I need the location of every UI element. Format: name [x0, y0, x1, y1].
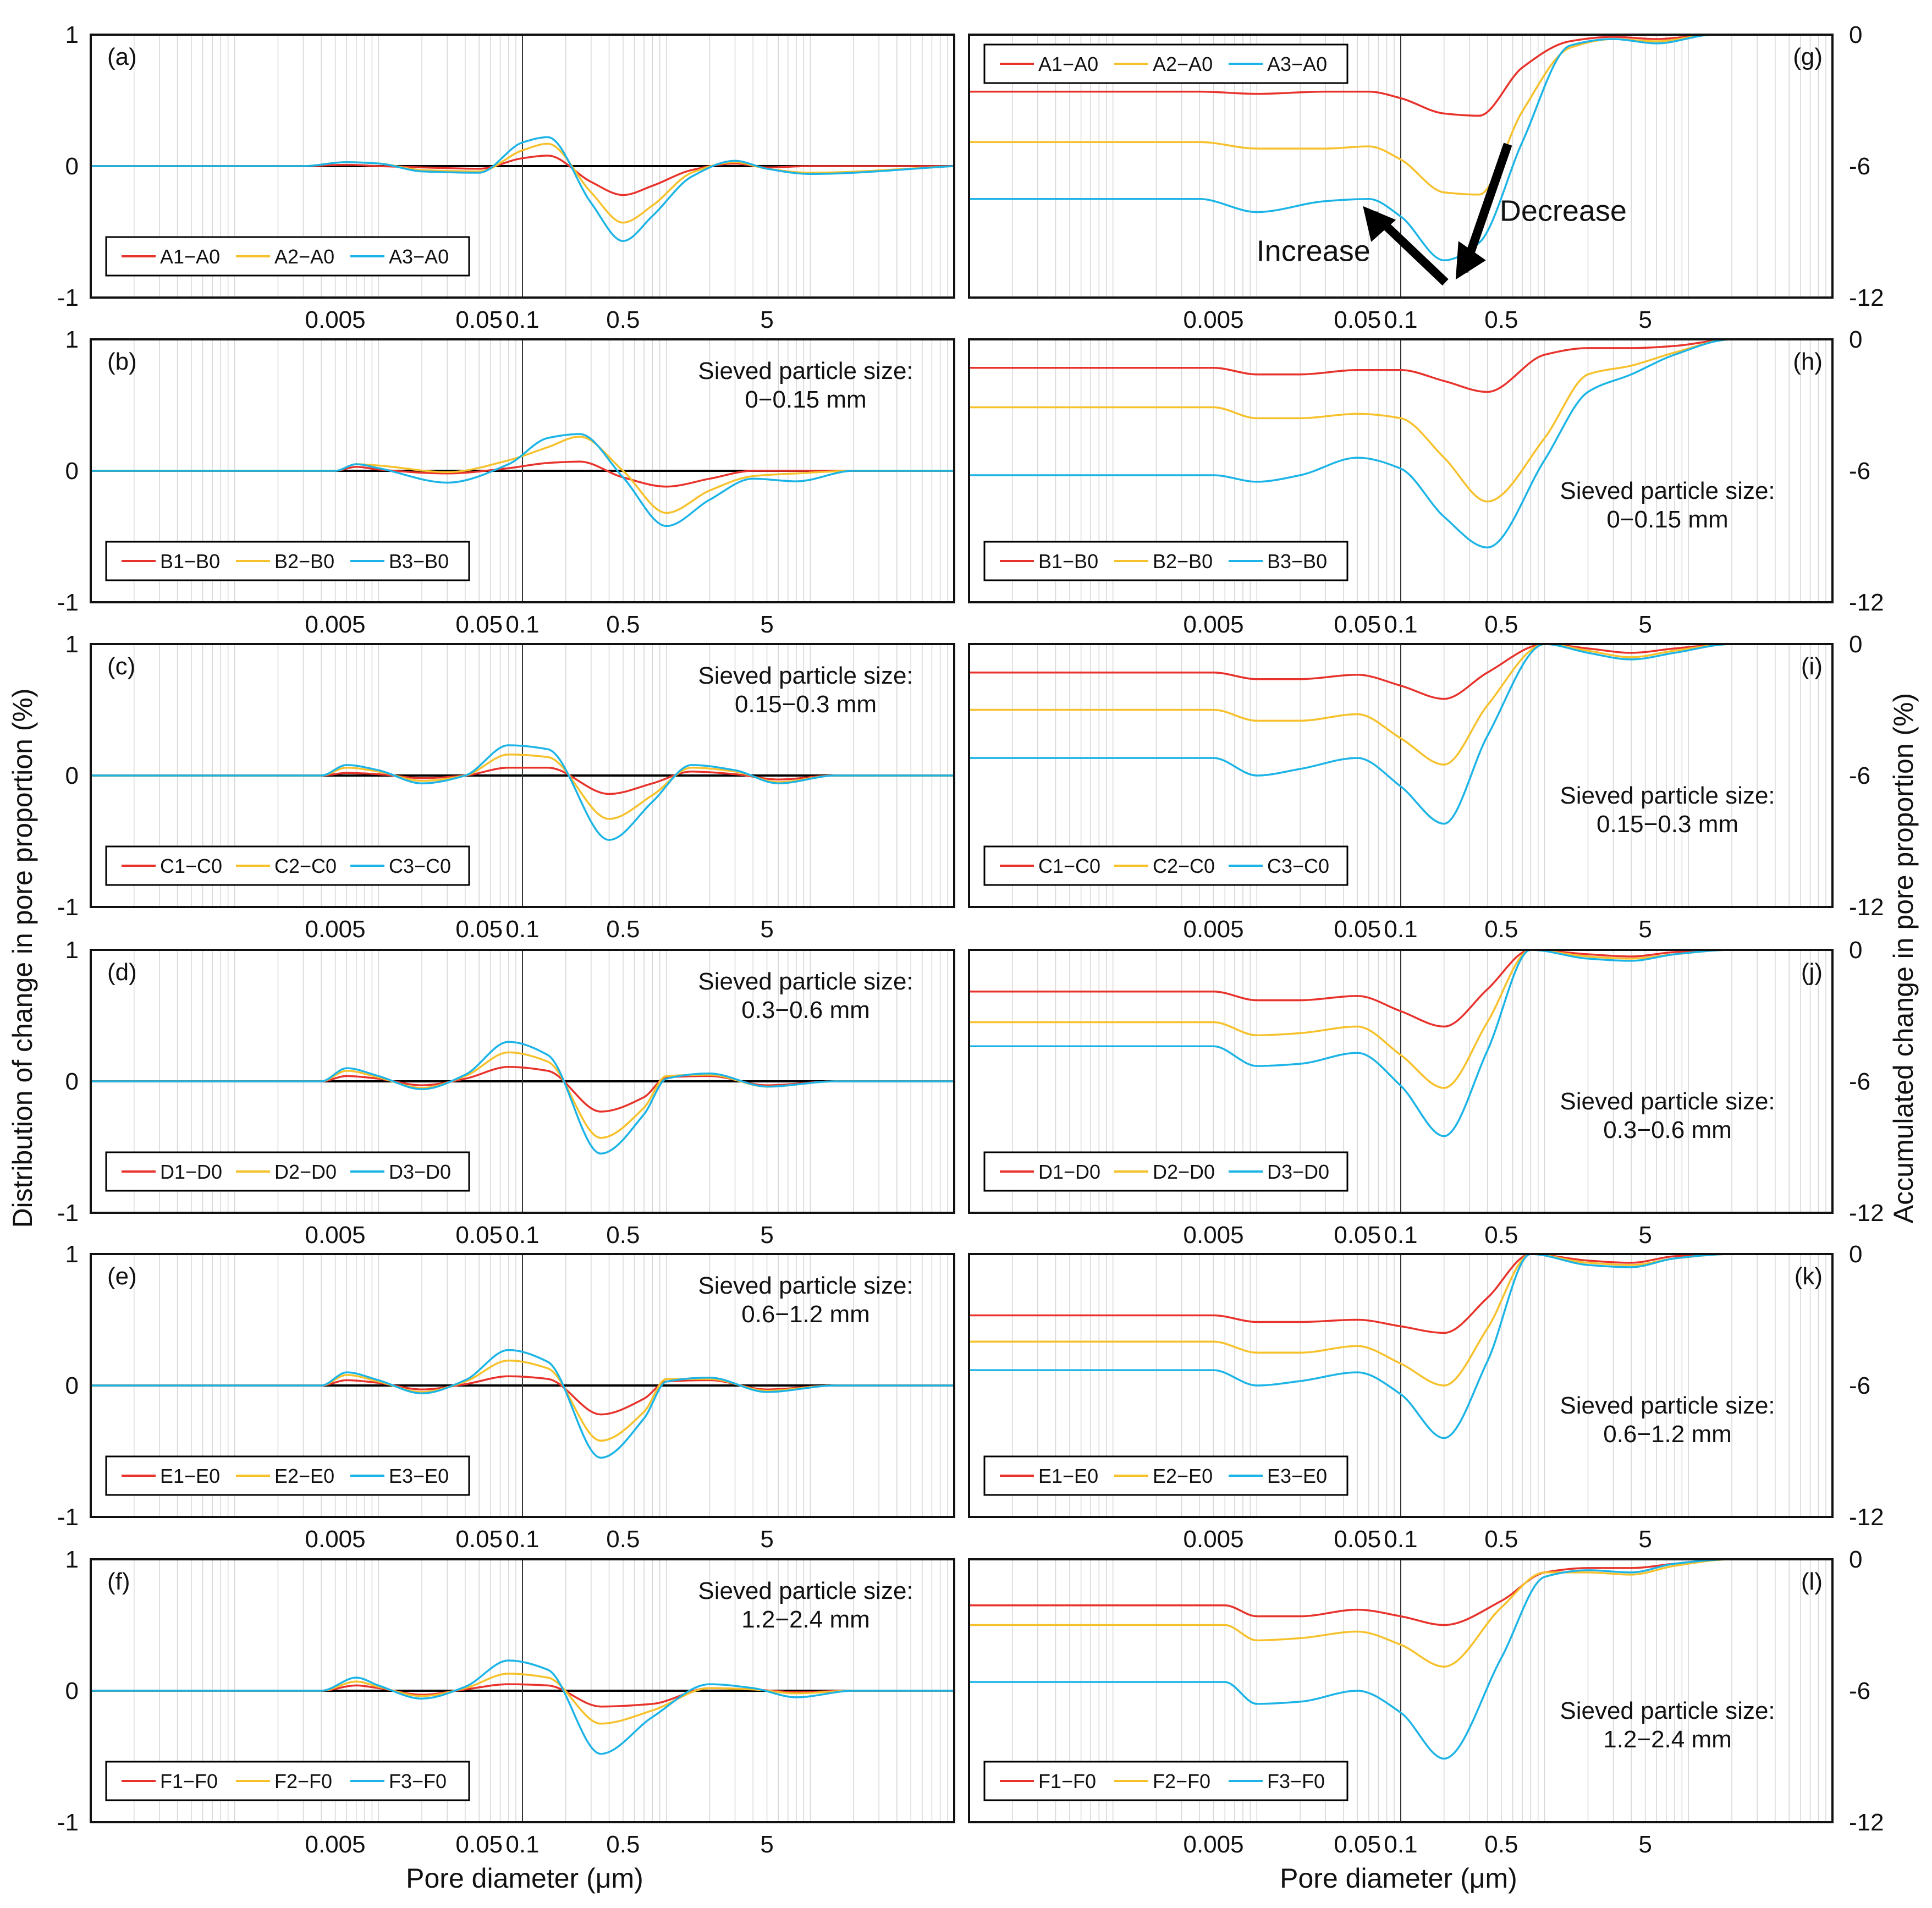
y-tick-label: 0 — [1849, 326, 1863, 353]
y-tick-label: -1 — [57, 1504, 79, 1531]
panel-label: (e) — [107, 1263, 137, 1290]
y-tick-label: 1 — [65, 1546, 79, 1573]
x-tick-label: 0.5 — [606, 916, 640, 943]
annotation-text: 0.6−1.2 mm — [1603, 1421, 1732, 1448]
annotation-text: 0.3−0.6 mm — [741, 997, 870, 1024]
annotation-text: 0−0.15 mm — [1606, 506, 1729, 533]
legend-label: D2−D0 — [274, 1161, 337, 1183]
panel-label: (f) — [107, 1568, 130, 1595]
legend-label: F3−F0 — [389, 1770, 447, 1792]
legend-label: C2−C0 — [1153, 855, 1215, 877]
legend — [106, 1152, 469, 1191]
y-tick-label: -12 — [1849, 589, 1884, 616]
annotation-text: Sieved particle size: — [698, 358, 913, 384]
panel-label: (j) — [1801, 959, 1823, 986]
x-tick-label: 0.05 — [1334, 611, 1381, 638]
legend-label: A3−A0 — [389, 245, 449, 268]
x-tick-label: 0.05 — [455, 1831, 503, 1858]
y-tick-label: 0 — [65, 1068, 79, 1095]
legend — [984, 45, 1347, 83]
x-tick-label: 0.5 — [1484, 611, 1518, 638]
x-tick-label: 0.5 — [606, 611, 640, 638]
annotation-text: 0.15−0.3 mm — [734, 691, 877, 718]
x-tick-label: 5 — [1638, 306, 1652, 333]
y-tick-label: -6 — [1849, 458, 1871, 485]
legend-label: B1−B0 — [1038, 550, 1099, 573]
y-tick-label: -6 — [1849, 1678, 1871, 1704]
y-tick-label: 0 — [1849, 1241, 1863, 1268]
x-tick-label: 0.05 — [455, 1222, 503, 1249]
x-tick-label: 5 — [1638, 1222, 1652, 1249]
chart-panels — [57, 21, 1884, 1858]
y-tick-label: -6 — [1849, 1068, 1871, 1095]
annotation-text: Sieved particle size: — [1560, 1697, 1775, 1724]
x-tick-label: 0.005 — [1183, 1526, 1244, 1553]
panel-e — [57, 1241, 954, 1553]
x-tick-label: 0.05 — [1334, 1831, 1381, 1858]
legend — [984, 1152, 1347, 1191]
x-tick-label: 0.005 — [305, 916, 366, 943]
x-tick-label: 5 — [1638, 1831, 1652, 1858]
x-tick-label: 0.005 — [305, 1526, 366, 1553]
legend-label: B2−B0 — [1153, 550, 1213, 573]
legend-label: D1−D0 — [1038, 1161, 1101, 1183]
y-tick-label: 1 — [65, 937, 79, 964]
x-tick-label: 0.005 — [305, 611, 366, 638]
x-tick-label: 5 — [760, 1222, 774, 1249]
y-tick-label: 0 — [1849, 631, 1863, 658]
y-tick-label: -12 — [1849, 894, 1884, 921]
x-tick-label: 0.005 — [1183, 611, 1244, 638]
annotation-text: Sieved particle size: — [698, 1272, 913, 1299]
legend-label: A3−A0 — [1267, 53, 1328, 75]
panel-label: (a) — [107, 43, 137, 70]
y-tick-label: -6 — [1849, 1372, 1871, 1399]
y-tick-label: 1 — [65, 326, 79, 353]
x-tick-label: 0.1 — [505, 306, 540, 333]
panel-f — [57, 1546, 954, 1858]
panel-c — [57, 631, 954, 943]
y-tick-label: 0 — [65, 153, 79, 180]
x-tick-label: 0.05 — [455, 916, 503, 943]
x-tick-label: 0.1 — [505, 1831, 540, 1858]
increase-label: Increase — [1256, 234, 1370, 268]
legend-label: F1−F0 — [1038, 1770, 1097, 1792]
panel-j — [969, 937, 1884, 1249]
y-tick-label: -1 — [57, 1200, 79, 1227]
panel-d — [57, 937, 954, 1249]
legend — [106, 1762, 469, 1800]
legend-label: C3−C0 — [1267, 855, 1330, 877]
y-tick-label: -1 — [57, 589, 79, 616]
legend-label: D3−D0 — [389, 1161, 452, 1183]
panel-i — [969, 631, 1884, 943]
legend-label: E2−E0 — [1153, 1465, 1213, 1487]
legend-label: B3−B0 — [389, 550, 449, 573]
annotation-text: Sieved particle size: — [1560, 782, 1775, 809]
annotation-text: Sieved particle size: — [698, 968, 913, 995]
x-tick-label: 0.1 — [1384, 916, 1418, 943]
x-tick-label: 5 — [1638, 1526, 1652, 1553]
legend-label: C2−C0 — [274, 855, 337, 877]
legend-label: A1−A0 — [160, 245, 221, 268]
x-tick-label: 5 — [1638, 611, 1652, 638]
x-tick-label: 0.05 — [455, 306, 503, 333]
x-tick-label: 5 — [1638, 916, 1652, 943]
legend-label: E2−E0 — [274, 1465, 335, 1487]
x-tick-label: 0.1 — [505, 1222, 540, 1249]
legend-label: D1−D0 — [160, 1161, 223, 1183]
arrow-annotations — [1257, 144, 1627, 282]
y-tick-label: 1 — [65, 1241, 79, 1268]
x-tick-label: 0.5 — [1484, 1831, 1518, 1858]
x-tick-label: 0.005 — [1183, 1831, 1244, 1858]
annotation-text: 1.2−2.4 mm — [741, 1606, 870, 1633]
x-tick-label: 5 — [760, 611, 774, 638]
y-tick-label: -1 — [57, 284, 79, 311]
x-tick-label: 0.005 — [305, 1222, 366, 1249]
legend — [106, 237, 469, 276]
legend-label: A2−A0 — [1153, 53, 1213, 75]
legend-label: C1−C0 — [160, 855, 223, 877]
legend — [984, 846, 1347, 885]
legend-label: E3−E0 — [389, 1465, 449, 1487]
y-tick-label: -12 — [1849, 1200, 1884, 1227]
y-tick-label: 0 — [1849, 1546, 1863, 1573]
x-tick-label: 0.5 — [606, 306, 640, 333]
x-tick-label: 0.1 — [1384, 611, 1418, 638]
legend — [984, 542, 1347, 580]
legend-label: C1−C0 — [1038, 855, 1101, 877]
y-tick-label: 0 — [65, 1372, 79, 1399]
x-tick-label: 0.5 — [606, 1831, 640, 1858]
x-tick-label: 0.1 — [1384, 1526, 1418, 1553]
panel-label: (b) — [107, 348, 137, 375]
legend-label: A2−A0 — [274, 245, 335, 268]
panel-g — [969, 21, 1884, 333]
legend-label: B3−B0 — [1267, 550, 1328, 573]
x-tick-label: 0.5 — [1484, 306, 1518, 333]
x-tick-label: 0.1 — [505, 611, 540, 638]
legend — [106, 846, 469, 885]
x-tick-label: 0.1 — [1384, 306, 1418, 333]
annotation-text: 1.2−2.4 mm — [1603, 1726, 1732, 1753]
panel-h — [969, 326, 1884, 638]
x-tick-label: 5 — [760, 916, 774, 943]
y-axis-title-right: Accumulated change in pore proportion (%) — [1888, 692, 1919, 1224]
annotation-text: Sieved particle size: — [698, 1577, 913, 1604]
y-tick-label: 0 — [1849, 937, 1863, 964]
panel-a — [57, 21, 954, 333]
legend — [984, 1456, 1347, 1495]
x-tick-label: 0.05 — [455, 1526, 503, 1553]
annotation-text: Sieved particle size: — [698, 662, 913, 689]
legend-label: B1−B0 — [160, 550, 221, 573]
x-tick-label: 0.05 — [1334, 306, 1381, 333]
x-tick-label: 0.5 — [1484, 1222, 1518, 1249]
annotation-text: 0.6−1.2 mm — [741, 1301, 870, 1328]
annotation-text: 0−0.15 mm — [745, 386, 867, 413]
panel-label: (h) — [1793, 348, 1823, 375]
panel-label: (c) — [107, 653, 136, 680]
legend-label: F2−F0 — [274, 1770, 333, 1792]
legend — [984, 1762, 1347, 1800]
legend-label: C3−C0 — [389, 855, 452, 877]
x-tick-label: 0.05 — [1334, 1222, 1381, 1249]
x-tick-label: 0.5 — [606, 1222, 640, 1249]
x-tick-label: 0.5 — [606, 1526, 640, 1553]
y-tick-label: -6 — [1849, 153, 1871, 180]
annotation-text: 0.15−0.3 mm — [1596, 811, 1739, 838]
x-axis-title-left: Pore diameter (μm) — [406, 1863, 643, 1894]
y-axis-title-left: Distribution of change in pore proportion (%) — [7, 688, 38, 1228]
legend-label: F1−F0 — [160, 1770, 218, 1792]
y-tick-label: -12 — [1849, 284, 1884, 311]
x-tick-label: 0.1 — [1384, 1222, 1418, 1249]
x-tick-label: 5 — [760, 1526, 774, 1553]
annotation-text: Sieved particle size: — [1560, 1088, 1775, 1115]
x-tick-label: 0.1 — [1384, 1831, 1418, 1858]
panel-label: (l) — [1801, 1568, 1823, 1595]
y-tick-label: -1 — [57, 894, 79, 921]
legend-label: F2−F0 — [1153, 1770, 1211, 1792]
x-tick-label: 5 — [760, 306, 774, 333]
x-tick-label: 5 — [760, 1831, 774, 1858]
panel-l — [969, 1546, 1884, 1858]
x-tick-label: 0.1 — [505, 1526, 540, 1553]
x-tick-label: 0.05 — [1334, 1526, 1381, 1553]
y-tick-label: 0 — [65, 458, 79, 485]
legend-label: F3−F0 — [1267, 1770, 1325, 1792]
y-tick-label: 1 — [65, 21, 79, 48]
x-tick-label: 0.05 — [455, 611, 503, 638]
y-tick-label: -12 — [1849, 1504, 1884, 1531]
x-tick-label: 0.005 — [1183, 916, 1244, 943]
panel-label: (d) — [107, 959, 137, 986]
x-tick-label: 0.005 — [305, 1831, 366, 1858]
y-tick-label: -12 — [1849, 1809, 1884, 1836]
x-tick-label: 0.5 — [1484, 1526, 1518, 1553]
panel-label: (g) — [1793, 43, 1823, 70]
legend-label: E3−E0 — [1267, 1465, 1328, 1487]
y-tick-label: -1 — [57, 1809, 79, 1836]
panel-label: (i) — [1801, 653, 1823, 680]
x-tick-label: 0.5 — [1484, 916, 1518, 943]
panel-label: (k) — [1794, 1263, 1823, 1290]
x-tick-label: 0.1 — [505, 916, 540, 943]
legend-label: B2−B0 — [274, 550, 335, 573]
y-tick-label: 0 — [65, 762, 79, 789]
decrease-label: Decrease — [1499, 194, 1627, 228]
annotation-text: 0.3−0.6 mm — [1603, 1117, 1732, 1143]
x-axis-title-right: Pore diameter (μm) — [1280, 1863, 1517, 1894]
panel-k — [969, 1241, 1884, 1553]
panel-b — [57, 326, 954, 638]
legend-label: E1−E0 — [160, 1465, 221, 1487]
y-tick-label: 0 — [65, 1678, 79, 1704]
x-tick-label: 0.005 — [305, 306, 366, 333]
legend-label: E1−E0 — [1038, 1465, 1099, 1487]
legend — [106, 1456, 469, 1495]
y-tick-label: -6 — [1849, 762, 1871, 789]
legend — [106, 542, 469, 580]
y-tick-label: 0 — [1849, 21, 1863, 48]
legend-label: D2−D0 — [1153, 1161, 1215, 1183]
legend-label: A1−A0 — [1038, 53, 1099, 75]
x-tick-label: 0.05 — [1334, 916, 1381, 943]
annotation-text: Sieved particle size: — [1560, 477, 1775, 504]
y-tick-label: 1 — [65, 631, 79, 658]
annotation-text: Sieved particle size: — [1560, 1392, 1775, 1419]
x-tick-label: 0.005 — [1183, 1222, 1244, 1249]
x-tick-label: 0.005 — [1183, 306, 1244, 333]
legend-label: D3−D0 — [1267, 1161, 1330, 1183]
